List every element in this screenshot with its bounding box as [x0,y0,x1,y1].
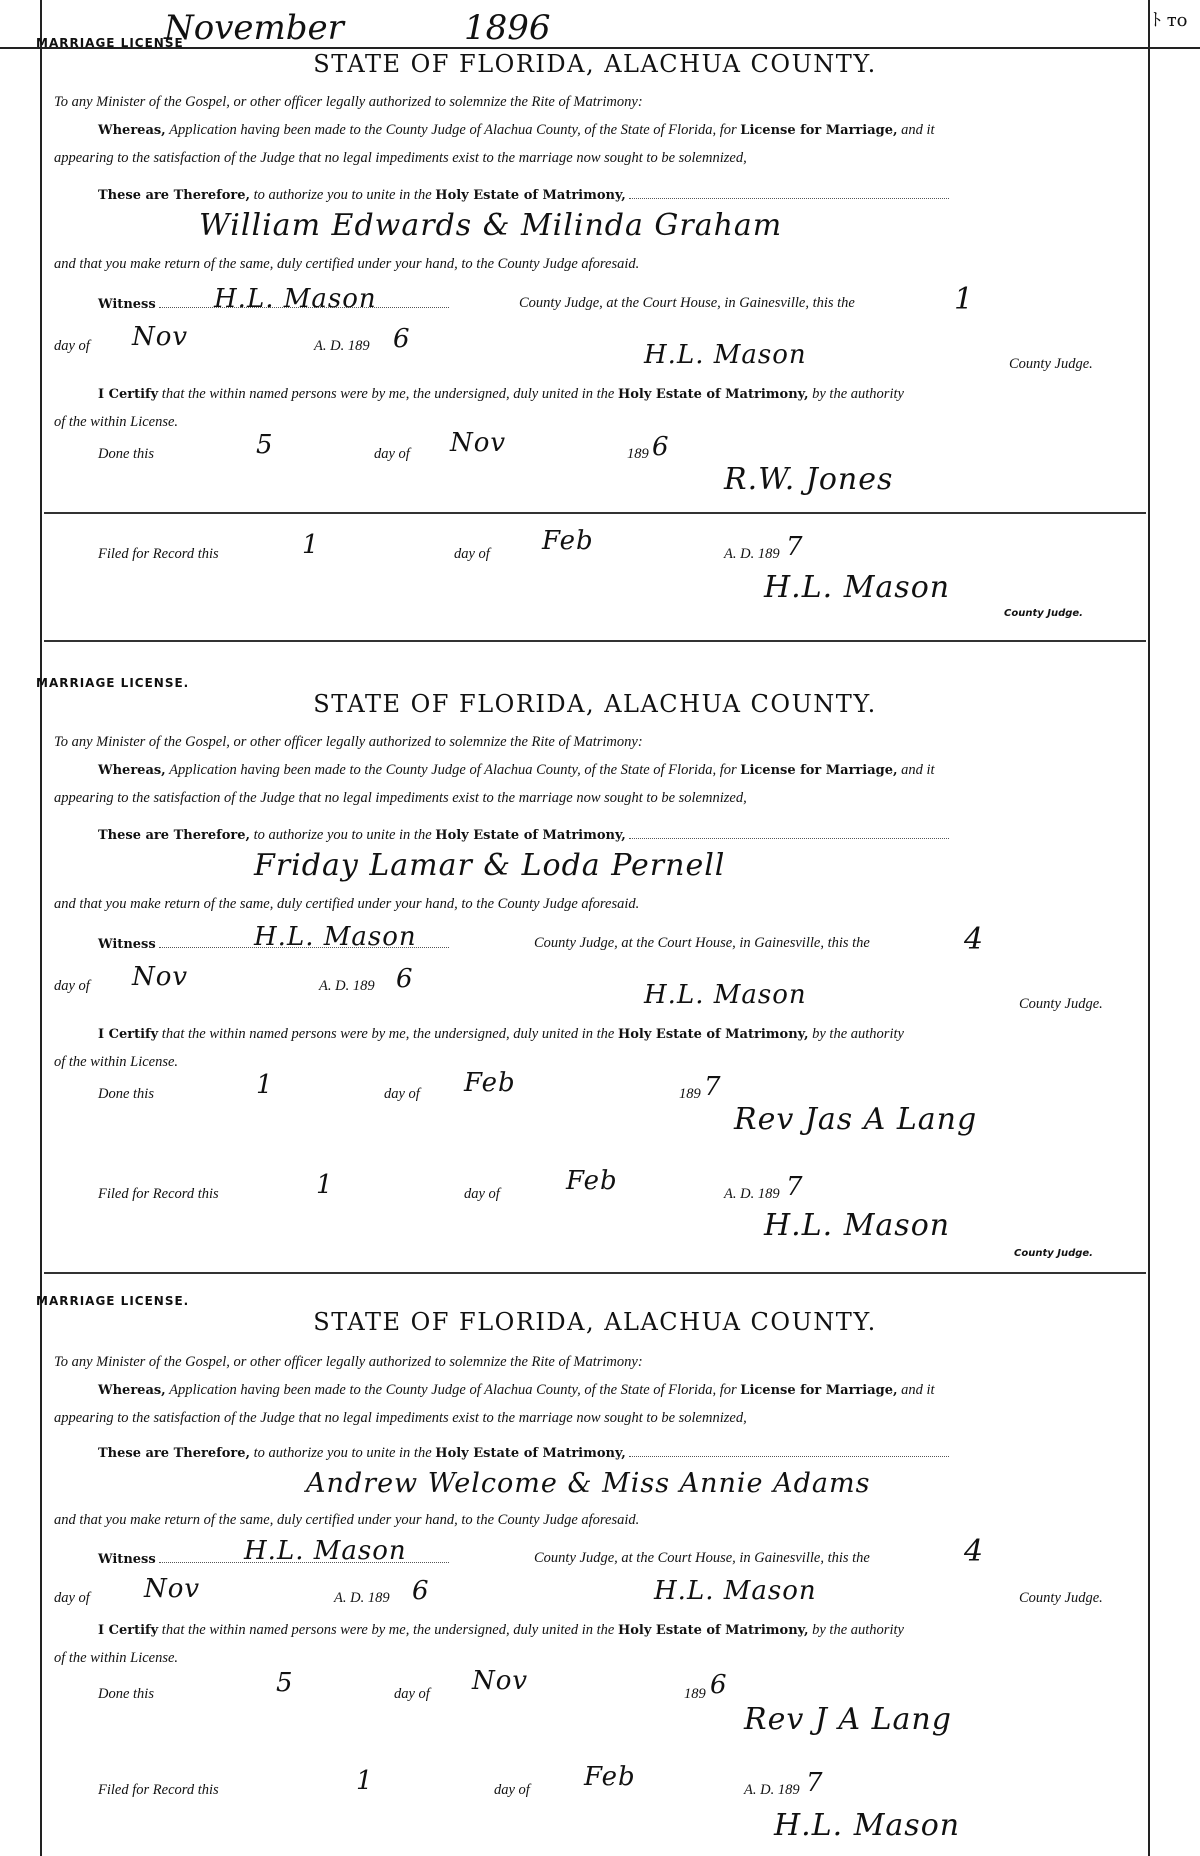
these-line [98,186,949,204]
license-title: STATE OF FLORIDA, ALACHUA COUNTY. [313,50,877,78]
license-2 [36,640,1146,1270]
return-line: and that you make return of the same, duly certified under your hand, to the County Judge aforesaid. [54,256,640,272]
done-year-digit: 6 [710,1670,728,1700]
done-day-of-label: day of [374,446,410,462]
return-line: and that you make return of the same, duly certified under your hand, to the County Judge aforesaid. [54,896,640,912]
of-license-line: of the within License. [54,1650,179,1666]
authorize-text: to authorize you to unite in the [253,827,432,843]
dotted-rule [629,186,949,199]
couple-names: Friday Lamar & Loda Pernell [254,848,726,883]
filed-label: Filed for Record this [98,546,219,562]
whereas-text: Application having been made to the County Judge of Alachua County, of the State of Florida, for [169,1382,737,1398]
page-number-mark: ﾄ ᴛᴏ [1152,10,1188,31]
these-word: These are Therefore, [98,188,251,203]
filed-label: Filed for Record this [98,1782,219,1798]
these-word: These are Therefore, [98,1446,251,1461]
right-margin-rule [1148,0,1150,1856]
filed-day: 1 [356,1766,374,1796]
issue-month: Nov [144,1574,201,1604]
issue-year-digit: 6 [393,324,411,354]
by-authority-text: by the authority [812,1026,904,1042]
holy-estate: Holy Estate of Matrimony, [617,387,809,402]
dotted-rule [629,1444,949,1457]
filed-ad-label: A. D. 189 [724,1186,780,1202]
section-divider [44,512,1146,514]
filed-signature: H.L. Mason [774,1808,961,1843]
judge-signature: H.L. Mason [654,1576,817,1606]
witness-word: Witness [98,937,156,952]
county-judge-small: County Judge. [1004,608,1083,619]
issue-day: 4 [964,1534,985,1569]
witness-word: Witness [98,1552,156,1567]
day-of-label: day of [54,338,90,354]
filed-ad-label: A. D. 189 [724,546,780,562]
filed-year-digit: 7 [806,1768,824,1798]
witness-signature: H.L. Mason [244,1536,407,1566]
filed-month: Feb [584,1762,636,1792]
header-year: 1896 [464,8,551,48]
done-day-of-label: day of [394,1686,430,1702]
done-year-prefix: 189 [684,1686,706,1702]
license-word: License for Marriage, [740,123,898,138]
done-year-digit: 6 [652,432,670,462]
whereas-line [98,762,935,779]
whereas-word: Whereas, [98,1383,166,1398]
intro-line: To any Minister of the Gospel, or other officer legally authorized to solemnize the Rite of Matrimony: [54,94,643,110]
done-this-label: Done this [98,1686,154,1702]
done-this-label: Done this [98,446,154,462]
judge-signature: H.L. Mason [644,340,807,370]
filed-day: 1 [316,1170,334,1200]
county-judge-label: County Judge. [1019,1590,1103,1606]
couple-names: William Edwards & Milinda Graham [199,208,783,243]
done-year-prefix: 189 [679,1086,701,1102]
filed-label: Filed for Record this [98,1186,219,1202]
certify-text: that the within named persons were by me, the undersigned, duly united in the [161,1026,615,1042]
ad-label: A. D. 189 [319,978,375,994]
filed-day-of-label: day of [464,1186,500,1202]
and-it-text: and it [901,762,935,778]
license-word: License for Marriage, [740,763,898,778]
whereas-line [98,122,935,139]
officiant-signature: Rev Jas A Lang [734,1102,978,1137]
day-of-label: day of [54,1590,90,1606]
whereas-line [98,1382,935,1399]
ad-label: A. D. 189 [314,338,370,354]
certify-text: that the within named persons were by me, the undersigned, duly united in the [161,386,615,402]
and-it-text: and it [901,1382,935,1398]
filed-day: 1 [302,530,320,560]
license-title: STATE OF FLORIDA, ALACHUA COUNTY. [313,1308,877,1336]
certify-word: I Certify [98,1623,159,1638]
certify-word: I Certify [98,387,159,402]
certify-word: I Certify [98,1027,159,1042]
certify-line [98,1622,904,1639]
witness-word: Witness [98,297,156,312]
whereas-word: Whereas, [98,763,166,778]
court-text: County Judge, at the Court House, in Gainesville, this the [534,935,870,951]
officiant-signature: R.W. Jones [724,462,894,497]
county-judge-label: County Judge. [1019,996,1103,1012]
issue-day: 1 [954,282,975,317]
license-label: MARRIAGE LICENSE [36,36,184,50]
issue-month: Nov [132,962,189,992]
these-word: These are Therefore, [98,828,251,843]
holy-estate: Holy Estate of Matrimony, [617,1027,809,1042]
done-day: 5 [276,1668,294,1698]
filed-year-digit: 7 [786,532,804,562]
court-text: County Judge, at the Court House, in Gainesville, this the [534,1550,870,1566]
filed-month: Feb [542,526,594,556]
done-day: 1 [256,1070,274,1100]
header-month: November [164,8,344,48]
license-word: License for Marriage, [740,1383,898,1398]
county-judge-small: County Judge. [1014,1248,1093,1259]
certify-text: that the within named persons were by me, the undersigned, duly united in the [161,1622,615,1638]
witness-signature: H.L. Mason [254,922,417,952]
witness-signature: H.L. Mason [214,284,377,314]
ad-label: A. D. 189 [334,1590,390,1606]
done-day-of-label: day of [384,1086,420,1102]
couple-names: Andrew Welcome & Miss Annie Adams [306,1468,871,1499]
these-line [98,826,949,844]
filed-year-digit: 7 [786,1172,804,1202]
holy-estate: Holy Estate of Matrimony, [435,188,626,203]
whereas-text: Application having been made to the County Judge of Alachua County, of the State of Florida, for [169,762,737,778]
judge-signature: H.L. Mason [644,980,807,1010]
done-day: 5 [256,430,274,460]
done-month: Nov [450,428,507,458]
filed-ad-label: A. D. 189 [744,1782,800,1798]
authorize-text: to authorize you to unite in the [253,187,432,203]
intro-line: To any Minister of the Gospel, or other officer legally authorized to solemnize the Rite of Matrimony: [54,1354,643,1370]
court-text: County Judge, at the Court House, in Gainesville, this the [519,295,855,311]
holy-estate: Holy Estate of Matrimony, [617,1623,809,1638]
whereas-word: Whereas, [98,123,166,138]
issue-year-digit: 6 [412,1576,430,1606]
done-year-digit: 7 [704,1072,722,1102]
license-label: MARRIAGE LICENSE. [36,1294,190,1308]
done-month: Feb [464,1068,516,1098]
left-margin-rule [40,0,42,1856]
authorize-text: to authorize you to unite in the [253,1445,432,1461]
day-of-label: day of [54,978,90,994]
done-year-prefix: 189 [627,446,649,462]
filed-signature: H.L. Mason [764,1208,951,1243]
license-1 [36,0,1146,630]
certify-line [98,1026,904,1043]
by-authority-text: by the authority [812,386,904,402]
and-it-text: and it [901,122,935,138]
filed-day-of-label: day of [494,1782,530,1798]
by-authority-text: by the authority [812,1622,904,1638]
filed-signature: H.L. Mason [764,570,951,605]
done-month: Nov [472,1666,529,1696]
holy-estate: Holy Estate of Matrimony, [435,1446,626,1461]
appearing-line: appearing to the satisfaction of the Judge that no legal impediments exist to the marriage now sought to be solemnized, [54,790,747,806]
license-title: STATE OF FLORIDA, ALACHUA COUNTY. [313,690,877,718]
issue-month: Nov [132,322,189,352]
these-line [98,1444,949,1462]
dotted-rule [629,826,949,839]
officiant-signature: Rev J A Lang [744,1702,952,1737]
intro-line: To any Minister of the Gospel, or other officer legally authorized to solemnize the Rite of Matrimony: [54,734,643,750]
certify-line [98,386,904,403]
of-license-line: of the within License. [54,1054,179,1070]
filed-day-of-label: day of [454,546,490,562]
of-license-line: of the within License. [54,414,179,430]
filed-month: Feb [566,1166,618,1196]
holy-estate: Holy Estate of Matrimony, [435,828,626,843]
license-3 [36,1272,1146,1856]
done-this-label: Done this [98,1086,154,1102]
return-line: and that you make return of the same, duly certified under your hand, to the County Judge aforesaid. [54,1512,640,1528]
county-judge-label: County Judge. [1009,356,1093,372]
issue-year-digit: 6 [396,964,414,994]
appearing-line: appearing to the satisfaction of the Judge that no legal impediments exist to the marriage now sought to be solemnized, [54,150,747,166]
whereas-text: Application having been made to the County Judge of Alachua County, of the State of Florida, for [169,122,737,138]
license-label: MARRIAGE LICENSE. [36,676,190,690]
issue-day: 4 [964,922,985,957]
appearing-line: appearing to the satisfaction of the Judge that no legal impediments exist to the marriage now sought to be solemnized, [54,1410,747,1426]
